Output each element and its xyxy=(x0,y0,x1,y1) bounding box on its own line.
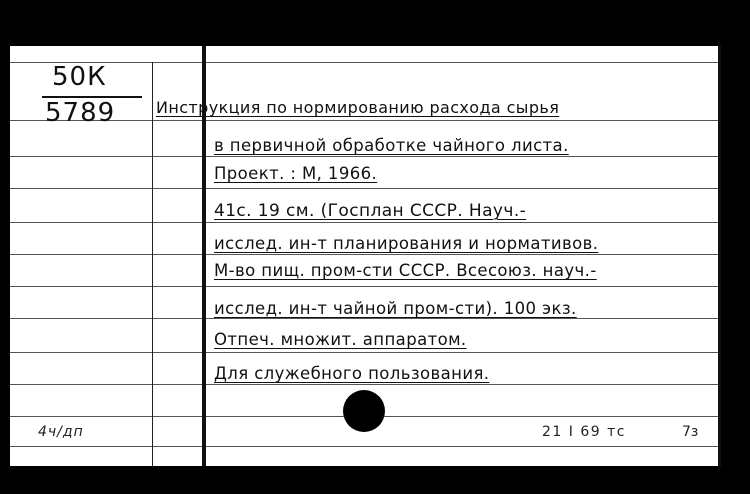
entry-line: в первичной обработке чайного листа. xyxy=(214,136,569,155)
card-rule xyxy=(10,384,718,385)
entry-line: Для служебного пользования. xyxy=(214,364,490,383)
footer-left-note: 4ч/дп xyxy=(38,424,84,440)
entry-line: Отпеч. множит. аппаратом. xyxy=(214,330,467,349)
card-rule xyxy=(10,254,718,255)
card-rule xyxy=(10,352,718,353)
card-margin-line xyxy=(152,62,153,466)
card-rule xyxy=(10,286,718,287)
card-rule xyxy=(10,156,718,157)
shelfmark-top: 50К xyxy=(52,62,107,92)
entry-line: исслед. ин-т планирования и нормативов. xyxy=(214,234,599,253)
card-rule xyxy=(10,188,718,189)
card-rule xyxy=(10,446,718,447)
footer-date-note: 21 I 69 тс xyxy=(542,424,626,440)
catalog-card xyxy=(10,46,721,466)
entry-line-title: Инструкция по нормированию расхода сырья xyxy=(156,98,560,117)
footer-code-note: 7з xyxy=(682,424,699,440)
card-rule xyxy=(10,120,718,121)
entry-line: 41с. 19 см. (Госплан СССР. Науч.- xyxy=(214,201,527,221)
card-rule xyxy=(10,62,718,63)
punch-hole xyxy=(343,390,385,432)
entry-line: исслед. ин-т чайной пром-сти). 100 экз. xyxy=(214,299,577,318)
entry-line: Проект. : М, 1966. xyxy=(214,164,378,183)
shelfmark-bottom: 5789 xyxy=(45,98,116,128)
entry-line: М-во пищ. пром-сти СССР. Всесоюз. науч.- xyxy=(214,261,597,280)
card-rule xyxy=(10,318,718,319)
card-rule xyxy=(10,222,718,223)
